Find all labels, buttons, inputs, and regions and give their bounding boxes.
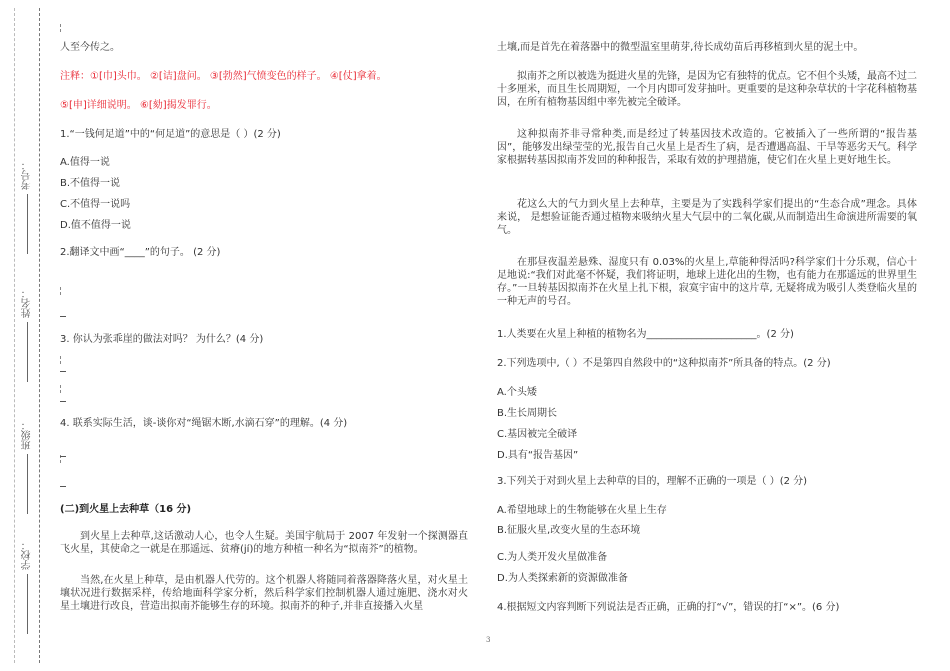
paragraph-2-continued: 土壤,而是首先在着落器中的微型温室里萌芽,待长成幼苗后再移植到火星的泥土中。 — [497, 42, 864, 53]
option-a[interactable]: A.个头矮 — [497, 387, 537, 398]
exam-number-label: 考号： — [16, 160, 38, 254]
binding-dashed-line — [39, 8, 40, 663]
option-d[interactable]: D.为人类探索新的资源做准备 — [497, 573, 628, 584]
exam-number-rule — [27, 194, 28, 254]
right-question-1: 1.人类要在火星上种植的植物名为______________________。(2 分) — [497, 329, 794, 340]
notes-line-1: 注释：①[巾]头巾。 ②[诘]盘问。 ③[勃然]气愤变色的样子。 ④[仗]拿着。 — [60, 71, 387, 82]
name-rule — [27, 322, 28, 382]
right-question-4: 4.根据短文内容判断下列说法是否正确，正确的打“√”，错误的打“×”。(6 分) — [497, 602, 840, 613]
passage-ending: 人至今传之。 — [60, 42, 120, 53]
answer-line[interactable] — [60, 486, 66, 487]
right-question-3: 3.下列关于对到火星上去种草的目的，理解不正确的一项是（ ）(2 分) — [497, 476, 808, 487]
option-d[interactable]: D.值不值得一说 — [60, 220, 131, 231]
question-2: 2.翻译文中画“____”的句子。 (2 分) — [60, 247, 221, 258]
option-a[interactable]: A.希望地球上的生物能够在火星上生存 — [497, 505, 667, 516]
paragraph-5: 花这么大的气力到火星上去种草，主要是为了实践科学家们提出的“生态合成”理念。具体来说， 是想验证能否通过植物来吸纳火星大气层中的二氧化碳,从而制造出生命演进所需要的氧气。 — [497, 199, 917, 236]
name-label: 姓名： — [16, 288, 38, 382]
answer-line[interactable] — [60, 401, 66, 402]
option-c[interactable]: C.为人类开发火星做准备 — [497, 552, 608, 563]
section-2-heading: (二)到火星上去种草（16 分) — [60, 504, 192, 515]
question-3: 3. 你认为张乖崖的做法对吗？ 为什么？(4 分) — [60, 334, 264, 345]
paragraph-6: 在那昼夜温差悬殊、湿度只有 0.03%的火星上,草能种得活吗?科学家们十分乐观，信心十足地说:“我们对此毫不怀疑，我们将证明，地球上进化出的生物，也有能力在那遥远的世界里生存。”一旦转基因拟南芥在火星上扎下根，寂寞宇宙中的这片草, 无疑将成为吸引人类登临火星的一种无声的号召。 — [497, 257, 917, 307]
margin-tick — [60, 24, 61, 32]
school-rule — [27, 574, 28, 634]
option-b[interactable]: B.生长周期长 — [497, 408, 558, 419]
notes-line-2: ⑤[申]详细说明。 ⑥[劾]揭发罪行。 — [60, 100, 217, 111]
option-c[interactable]: C.基因被完全破译 — [497, 429, 578, 440]
answer-line[interactable] — [60, 316, 66, 317]
paragraph-3: 拟南芥之所以被选为挺进火星的先锋，是因为它有独特的优点。它不但个头矮，最高不过二十多厘米，而且生长周期短，一个月内即可发芽抽叶。更重要的是这种杂草状的十字花科植物基因，在所有植物基因组中率先被完全破译。 — [497, 71, 917, 108]
option-d[interactable]: D.具有“报告基因” — [497, 450, 579, 461]
class-label: 班级： — [16, 420, 38, 514]
answer-line[interactable] — [60, 456, 66, 457]
class-rule — [27, 454, 28, 514]
question-4: 4. 联系实际生活，谈-谈你对“绳锯木断,水滴石穿”的理解。(4 分) — [60, 418, 348, 429]
right-question-2: 2.下列选项中,（ ）不是第四自然段中的“这种拟南芥”所具备的特点。(2 分) — [497, 358, 831, 369]
paragraph-1: 到火星上去种草,这话激动人心，也令人生疑。美国宇航局于 2007 年发射一个探测器直飞火星，其使命之一就是在那遥远、贫瘠(jí)的地方种植一种名为“拟南芥”的植物。 — [60, 531, 468, 555]
margin-tick — [60, 356, 61, 364]
option-a[interactable]: A.值得一说 — [60, 157, 110, 168]
question-1: 1.“一钱何足道”中的“何足道”的意思是（ ）(2 分) — [60, 129, 281, 140]
binding-guide-line — [14, 8, 15, 663]
answer-line[interactable] — [60, 371, 66, 372]
option-b[interactable]: B.征服火星,改变火星的生态环境 — [497, 525, 641, 536]
option-b[interactable]: B.不值得一说 — [60, 178, 121, 189]
paragraph-4: 这种拟南芥非寻常种类,而是经过了转基因技术改造的。它被插入了一些所谓的“报告基因”，能够发出绿莹莹的光,报告自己火星上是否生了病，是否遭遇高温、干旱等恶劣天气。科学家根据转基因拟南芥发回的种种报告，采取有效的护理措施，使它们在火星上更好地生长。 — [497, 129, 917, 166]
paragraph-2: 当然,在火星上种草，是由机器人代劳的。这个机器人将随同着落器降落火星，对火星土壤状况进行数据采样，传给地面科学家分析，然后科学家们控制机器人通过施肥、浇水对火星土壤进行改良，营造出拟南芥能够生存的环境。拟南芥的种子,并非直接播入火星 — [60, 575, 468, 612]
page-number: 3 — [486, 636, 491, 644]
margin-tick — [60, 385, 61, 393]
school-label: 学校： — [16, 540, 38, 634]
margin-tick — [60, 287, 61, 295]
option-c[interactable]: C.不值得一说吗 — [60, 199, 131, 210]
